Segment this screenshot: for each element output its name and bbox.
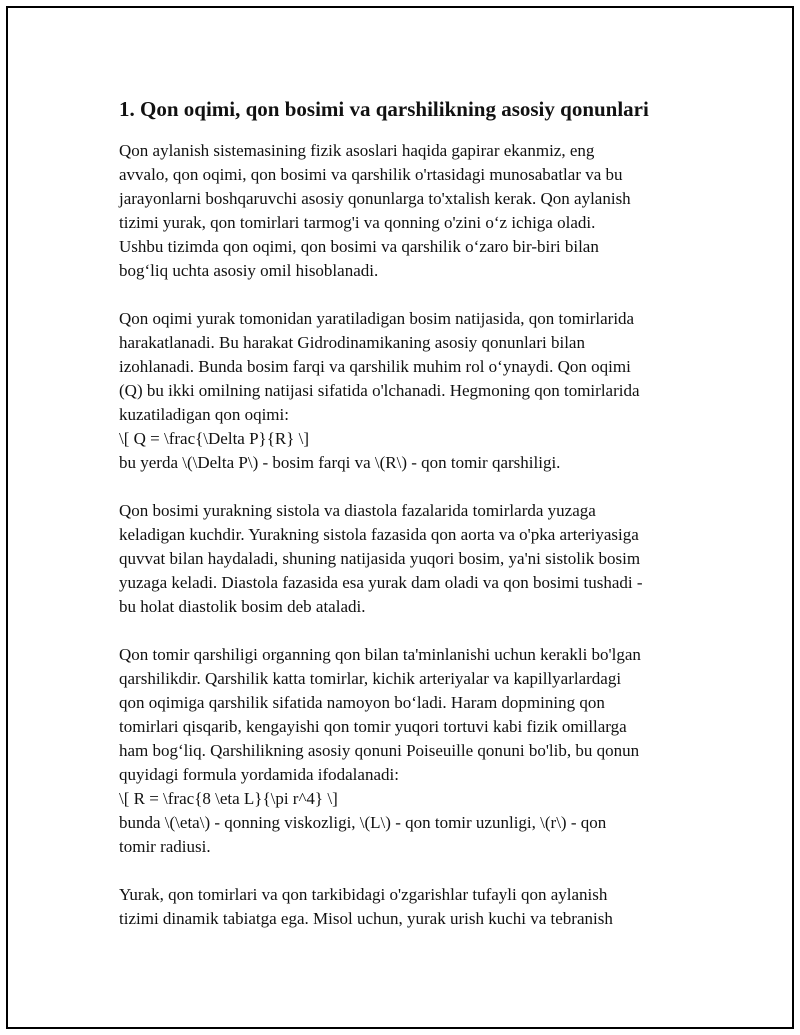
text-line: bu yerda \(\Delta P\) - bosim farqi va \(R\) - qon tomir qarshiligi. — [119, 453, 561, 472]
text-line: bu holat diastolik bosim deb ataladi. — [119, 597, 366, 616]
paragraph — [119, 307, 699, 475]
text-line: quyidagi formula yordamida ifodalanadi: — [119, 765, 399, 784]
text-line: \[ R = \frac{8 \eta L}{\pi r^4} \] — [119, 789, 338, 808]
text-line: ham bog‘liq. Qarshilikning asosiy qonuni Poiseuille qonuni bo'lib, bu qonun — [119, 741, 640, 760]
text-line: Qon aylanish sistemasining fizik asoslari haqida gapirar ekanmiz, eng — [119, 141, 595, 160]
text-line: tizimi dinamik tabiatga ega. Misol uchun, yurak urish kuchi va tebranish — [119, 909, 613, 928]
text-line: (Q) bu ikki omilning natijasi sifatida o'lchanadi. Hegmoning qon tomirlarida — [119, 381, 640, 400]
section-heading: 1. Qon oqimi, qon bosimi va qarshilikning asosiy qonunlari — [119, 97, 649, 121]
paragraph — [119, 643, 699, 859]
page-frame — [6, 6, 794, 1029]
text-line: \[ Q = \frac{\Delta P}{R} \] — [119, 429, 309, 448]
text-line: harakatlanadi. Bu harakat Gidrodinamikaning asosiy qonunlari bilan — [119, 333, 585, 352]
text-line: quvvat bilan haydaladi, shuning natijasida yuqori bosim, ya'ni sistolik bosim — [119, 549, 641, 568]
text-line: kuzatiladigan qon oqimi: — [119, 405, 289, 424]
text-line: Ushbu tizimda qon oqimi, qon bosimi va qarshilik o‘zaro bir-biri bilan — [119, 237, 599, 256]
text-line: yuzaga keladi. Diastola fazasida esa yurak dam oladi va qon bosimi tushadi - — [119, 573, 643, 592]
text-line: bunda \(\eta\) - qonning viskozligi, \(L\) - qon tomir uzunligi, \(r\) - qon — [119, 813, 607, 832]
text-line: avvalo, qon oqimi, qon bosimi va qarshilik o'rtasidagi munosabatlar va bu — [119, 165, 623, 184]
text-line: qarshilikdir. Qarshilik katta tomirlar, kichik arteriyalar va kapillyarlardagi — [119, 669, 622, 688]
text-line: bog‘liq uchta asosiy omil hisoblanadi. — [119, 261, 379, 280]
paragraphs-container — [119, 139, 699, 931]
text-line: tizimi yurak, qon tomirlari tarmog'i va qonning o'zini o‘z ichiga oladi. — [119, 213, 596, 232]
text-line: izohlanadi. Bunda bosim farqi va qarshilik muhim rol o‘ynaydi. Qon oqimi — [119, 357, 631, 376]
paragraph — [119, 499, 699, 619]
text-line: Yurak, qon tomirlari va qon tarkibidagi o'zgarishlar tufayli qon aylanish — [119, 885, 608, 904]
text-line: jarayonlarni boshqaruvchi asosiy qonunlarga to'xtalish kerak. Qon aylanish — [119, 189, 631, 208]
document-body — [119, 96, 699, 955]
paragraph — [119, 883, 699, 931]
text-line: Qon tomir qarshiligi organning qon bilan ta'minlanishi uchun kerakli bo'lgan — [119, 645, 641, 664]
text-line: Qon oqimi yurak tomonidan yaratiladigan bosim natijasida, qon tomirlarida — [119, 309, 635, 328]
paragraph — [119, 139, 699, 283]
text-line: tomir radiusi. — [119, 837, 211, 856]
text-line: keladigan kuchdir. Yurakning sistola fazasida qon aorta va o'pka arteriyasiga — [119, 525, 639, 544]
text-line: tomirlari qisqarib, kengayishi qon tomir yuqori tortuvi kabi fizik omillarga — [119, 717, 627, 736]
text-line: qon oqimiga qarshilik sifatida namoyon bo‘ladi. Haram dopmining qon — [119, 693, 605, 712]
text-line: Qon bosimi yurakning sistola va diastola fazalarida tomirlarda yuzaga — [119, 501, 596, 520]
